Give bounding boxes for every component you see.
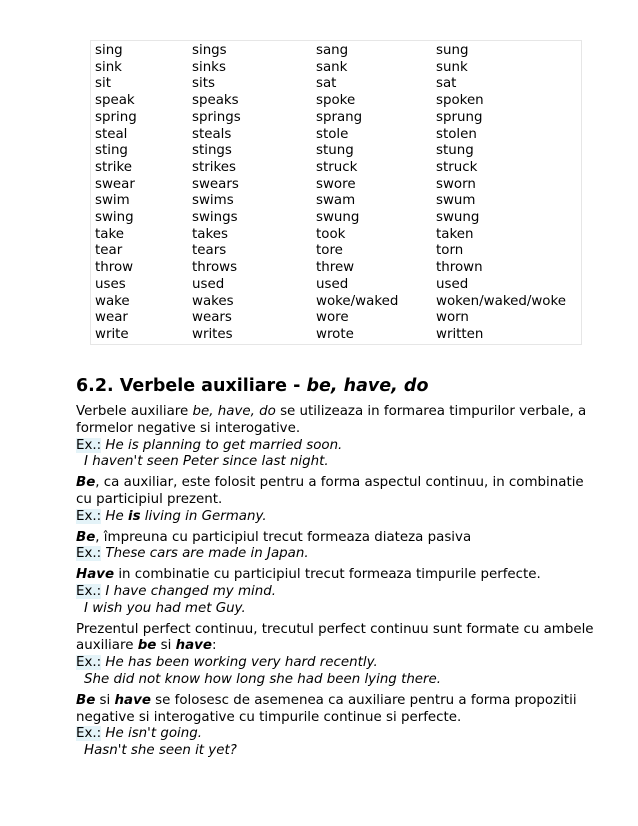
table-cell-third-person-form: tears — [192, 243, 227, 259]
table-cell-past-participle: struck — [436, 159, 478, 175]
table-cell-third-person-form: wears — [192, 310, 232, 326]
table-cell-third-person-form: takes — [192, 226, 228, 242]
paragraph-be-continuous: Be, ca auxiliar, este folosit pentru a forma aspectul continuu, in combinatie cu participiul prezent. Ex.: He is living in Germany. — [76, 475, 606, 525]
table-row — [91, 227, 579, 244]
table-cell-third-person-form: sits — [192, 76, 215, 92]
table-cell-third-person-form: strikes — [192, 159, 236, 175]
paragraph-perfect-continuous: Prezentul perfect continuu, trecutul perfect continuu sunt formate cu ambele auxiliare be si have: Ex.: He has been working very hard recently. She did not know how long she had been lying there. — [76, 622, 606, 689]
table-cell-base-form: swear — [95, 176, 135, 192]
example-line: Ex.: He is planning to get married soon. — [76, 437, 343, 453]
table-row — [91, 327, 579, 344]
table-cell-past-form: stole — [316, 126, 349, 142]
table-cell-past-participle: worn — [436, 310, 469, 326]
table-cell-past-form: wore — [316, 310, 349, 326]
example-line: Ex.: These cars are made in Japan. — [76, 546, 309, 562]
table-cell-base-form: sing — [95, 43, 123, 58]
table-row — [91, 243, 579, 260]
table-cell-base-form: sink — [95, 59, 122, 75]
table-row — [91, 76, 579, 93]
table-cell-past-participle: thrown — [436, 260, 483, 276]
table-cell-past-participle: written — [436, 326, 484, 342]
table-cell-past-form: threw — [316, 260, 355, 276]
table-cell-third-person-form: swears — [192, 176, 239, 192]
table-cell-past-form: spoke — [316, 93, 356, 109]
table-cell-base-form: speak — [95, 93, 135, 109]
table-cell-past-form: swam — [316, 193, 356, 209]
table-cell-past-form: sat — [316, 76, 337, 92]
table-row — [91, 41, 579, 60]
table-cell-third-person-form: swims — [192, 193, 234, 209]
example-label: Ex.: — [76, 437, 102, 453]
table-cell-third-person-form: used — [192, 276, 225, 292]
table-cell-past-form: swore — [316, 176, 356, 192]
example-line: Ex.: He is living in Germany. — [76, 508, 267, 524]
table-row — [91, 127, 579, 144]
table-cell-past-participle: taken — [436, 226, 474, 242]
table-cell-past-form: tore — [316, 243, 343, 259]
table-cell-base-form: sit — [95, 76, 111, 92]
table-cell-past-participle: torn — [436, 243, 464, 259]
table-cell-past-participle: sprung — [436, 109, 483, 125]
table-cell-third-person-form: stings — [192, 143, 232, 159]
table-cell-base-form: sting — [95, 143, 128, 159]
table-cell-past-form: stung — [316, 143, 354, 159]
table-cell-third-person-form: writes — [192, 326, 233, 342]
table-cell-past-form: took — [316, 226, 346, 242]
table-cell-past-participle: swung — [436, 210, 480, 226]
table-cell-third-person-form: sinks — [192, 59, 226, 75]
table-cell-past-form: sprang — [316, 109, 363, 125]
table-cell-past-form: sang — [316, 43, 349, 58]
table-cell-past-participle: sung — [436, 43, 469, 58]
table-cell-past-participle: used — [436, 276, 469, 292]
table-row — [91, 60, 579, 77]
table-cell-past-participle: stolen — [436, 126, 477, 142]
table-cell-base-form: wake — [95, 293, 130, 309]
table-row — [91, 260, 579, 277]
table-cell-past-participle: stung — [436, 143, 474, 159]
table-row — [91, 294, 579, 311]
example-label: Ex.: — [76, 655, 102, 671]
table-cell-past-participle: sat — [436, 76, 457, 92]
table-cell-third-person-form: swings — [192, 210, 238, 226]
table-cell-past-form: swung — [316, 210, 360, 226]
example-label: Ex.: — [76, 726, 102, 742]
section-content — [76, 374, 606, 764]
table-cell-base-form: tear — [95, 243, 123, 259]
table-row — [91, 110, 579, 127]
table-cell-past-participle: sunk — [436, 59, 468, 75]
section-title: 6.2. Verbele auxiliare - be, have, do — [76, 376, 429, 396]
table-cell-past-form: struck — [316, 159, 358, 175]
table-cell-base-form: swing — [95, 210, 134, 226]
table-cell-base-form: wear — [95, 310, 128, 326]
table-cell-base-form: uses — [95, 276, 126, 292]
table-row — [91, 193, 579, 210]
table-row — [91, 277, 579, 294]
example-line: Ex.: He has been working very hard recently. — [76, 655, 378, 671]
table-cell-past-participle: sworn — [436, 176, 476, 192]
example-label: Ex.: — [76, 508, 102, 524]
table-cell-third-person-form: sings — [192, 43, 227, 58]
table-cell-third-person-form: springs — [192, 109, 241, 125]
paragraph-have-perfect: Have in combinatie cu participiul trecut formeaza timpurile perfecte. Ex.: I have changed my mind. I wish you had met Guy. — [76, 567, 606, 617]
table-cell-base-form: strike — [95, 159, 132, 175]
table-row — [91, 177, 579, 194]
example-line: She did not know how long she had been lying there. — [84, 671, 442, 687]
table-cell-base-form: swim — [95, 193, 130, 209]
table-cell-third-person-form: throws — [192, 260, 238, 276]
example-line: I wish you had met Guy. — [84, 600, 246, 616]
table-row — [91, 210, 579, 227]
example-line: Hasn't she seen it yet? — [84, 743, 237, 759]
table-cell-past-participle: woken/waked/woke — [436, 293, 567, 309]
table-row — [91, 93, 579, 110]
table-cell-past-form: used — [316, 276, 349, 292]
table-cell-past-form: sank — [316, 59, 348, 75]
table-cell-past-form: woke/waked — [316, 293, 399, 309]
table-cell-base-form: spring — [95, 109, 137, 125]
paragraph-negative-interrogative: Be si have se folosesc de asemenea ca auxiliare pentru a forma propozitii negative si interogative cu timpurile continue si perfecte. Ex.: He isn't going. Hasn't she seen it yet? — [76, 693, 606, 760]
table-cell-base-form: write — [95, 326, 129, 342]
verbs-table — [90, 40, 582, 345]
table-row — [91, 143, 579, 160]
table-cell-past-participle: swum — [436, 193, 476, 209]
table-row — [91, 310, 579, 327]
example-line: Ex.: I have changed my mind. — [76, 583, 276, 599]
table-row — [91, 160, 579, 177]
paragraph-auxiliaries-intro: Verbele auxiliare be, have, do se utilizeaza in formarea timpurilor verbale, a formelor negative si interogative. Ex.: He is planning to get married soon. I haven't seen Peter since last night. — [76, 404, 606, 471]
table-cell-base-form: throw — [95, 260, 134, 276]
table-cell-third-person-form: speaks — [192, 93, 239, 109]
paragraph-be-passive: Be, împreuna cu participiul trecut formeaza diateza pasiva Ex.: These cars are made in Japan. — [76, 530, 606, 564]
table-cell-third-person-form: wakes — [192, 293, 234, 309]
example-line: I haven't seen Peter since last night. — [84, 454, 329, 470]
table-cell-past-participle: spoken — [436, 93, 484, 109]
example-label: Ex.: — [76, 583, 102, 599]
table-cell-base-form: steal — [95, 126, 128, 142]
example-line: Ex.: He isn't going. — [76, 726, 203, 742]
table-cell-past-form: wrote — [316, 326, 354, 342]
table-cell-third-person-form: steals — [192, 126, 232, 142]
table-cell-base-form: take — [95, 226, 124, 242]
example-label: Ex.: — [76, 546, 102, 562]
